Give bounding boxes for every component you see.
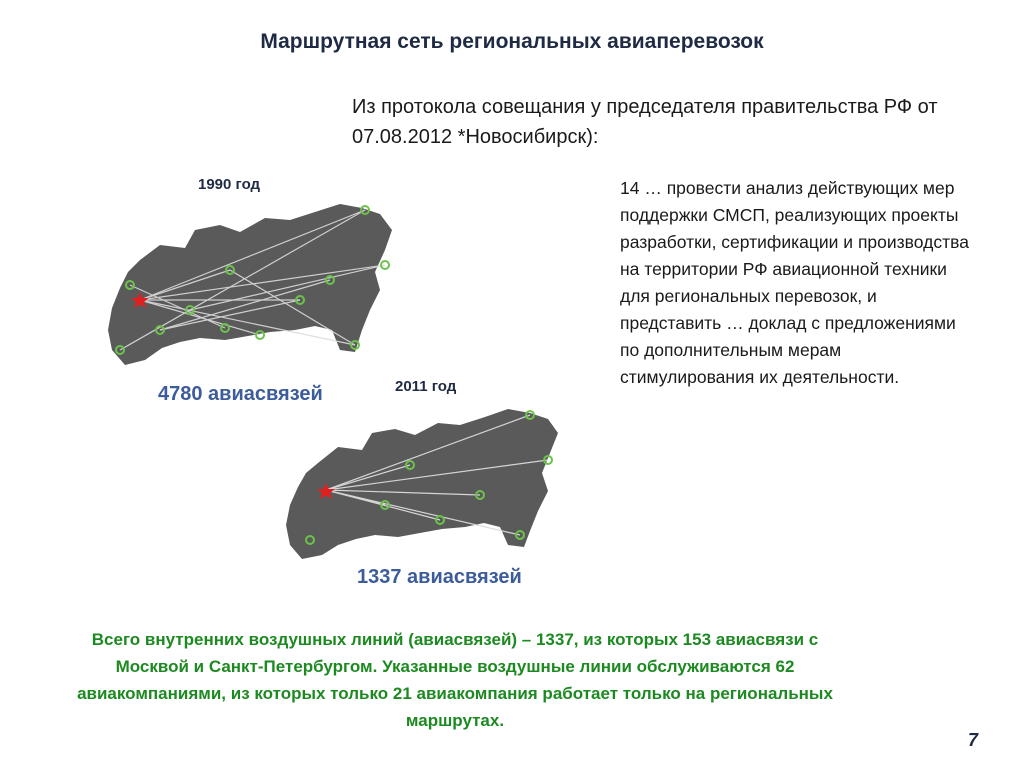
route-map-1990 <box>100 190 400 380</box>
route-map-2011 <box>280 395 565 565</box>
protocol-quote: 14 … провести анализ действующих мер поддержки СМСП, реализующих проекты разработки, сертификации и производства на территории РФ авиационной техники для региональных перевозок, и представить … доклад с предложениями по дополнительным мерам стимулирования их деятельности. <box>620 178 969 387</box>
year-2011-label: 2011 год <box>395 378 457 395</box>
count-2011-label: 1337 авиасвязей <box>357 566 522 588</box>
summary-text: Всего внутренних воздушных линий (авиасвязей) – 1337, из которых 153 авиасвязи с Москвой и Санкт-Петербургом. Указанные воздушные линии обслуживаются 62 авиакомпаниями, из которых только 21 авиакомпания работает только на региональных маршрутах. <box>77 630 833 730</box>
page-number: 7 <box>968 730 979 750</box>
protocol-text: Из протокола совещания у председателя правительства РФ от 07.08.2012 *Новосибирск): <box>352 96 938 148</box>
count-1990-label: 4780 авиасвязей <box>158 383 323 405</box>
slide-title: Маршрутная сеть региональных авиаперевозок <box>260 30 764 53</box>
year-1990-label: 1990 год <box>198 176 261 193</box>
